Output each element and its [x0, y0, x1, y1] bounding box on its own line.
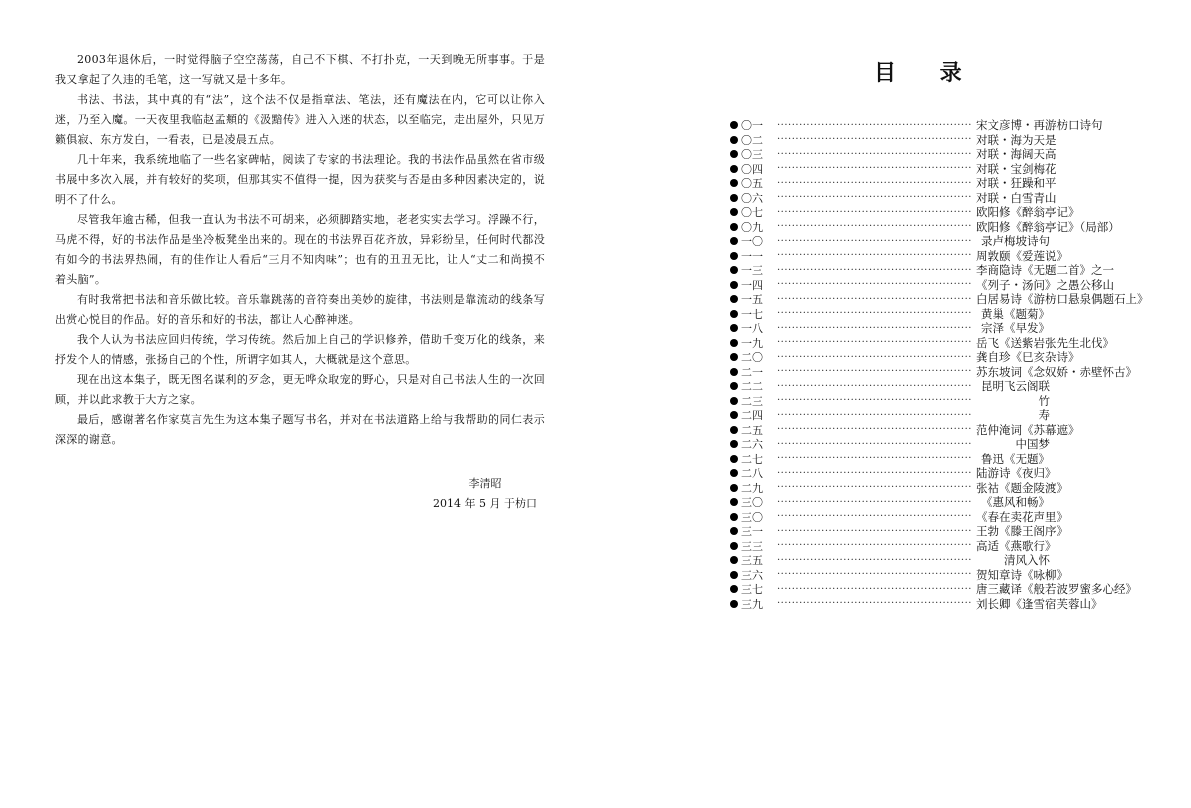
toc-entry-title: 陆游诗《夜归》 [975, 466, 1057, 481]
toc-leader-dots: ····················································· [777, 134, 972, 146]
toc-entry-title: 岳飞《送紫岩张先生北伐》 [975, 335, 1114, 350]
toc-entry [730, 480, 1068, 496]
toc-entry-title: 唐三藏译《般若波罗蜜多心经》 [975, 582, 1137, 597]
toc-leader-dots: ····················································· [777, 496, 972, 508]
toc-entry [730, 364, 1137, 380]
toc-entry-title: 范仲淹词《苏幕遮》 [975, 422, 1080, 437]
toc-leader-dots: ····················································· [777, 366, 972, 378]
toc-entry-number: 三六 [741, 568, 763, 582]
toc-leader-dots: ····················································· [777, 453, 972, 465]
bullet-icon [730, 208, 738, 216]
toc-entry-title: 竹 [1038, 393, 1050, 408]
preface-paragraph: 有时我常把书法和音乐做比较。音乐靠跳荡的音符奏出美妙的旋律，书法则是靠流动的线条写出赏心悦目的作品。好的音乐和好的书法，都让人心醉神迷。 [55, 293, 545, 326]
toc-entry [730, 350, 1080, 365]
toc-title: 目 录 [874, 60, 980, 86]
bullet-icon [730, 426, 738, 434]
toc-entry-title: 对联・海阔天高 [975, 147, 1057, 162]
toc-leader-dots: ····················································· [777, 569, 972, 581]
toc-leader-dots: ····················································· [777, 308, 972, 320]
toc-leader-dots: ····················································· [777, 192, 972, 204]
toc-leader-dots: ····················································· [777, 235, 972, 247]
toc-list [730, 118, 1149, 611]
toc-entry-number: 一四 [741, 278, 763, 292]
toc-entry [730, 567, 1068, 583]
toc-entry-number: 三〇 [741, 496, 763, 510]
toc-entry-number: 二三 [741, 394, 763, 408]
toc-leader-dots: ····················································· [777, 206, 972, 218]
toc-entry [730, 190, 1057, 206]
toc-entry-title: 鲁迅《无题》 [981, 451, 1050, 466]
toc-entry [730, 292, 1149, 307]
toc-entry [730, 553, 1050, 568]
bullet-icon [730, 411, 738, 419]
toc-entry [730, 132, 1057, 148]
toc-entry-title: 中国梦 [1015, 437, 1050, 452]
toc-entry [730, 466, 1057, 481]
toc-entry-number: 三〇 [741, 510, 763, 524]
bullet-icon [730, 498, 738, 506]
toc-entry-number: 〇九 [741, 220, 763, 234]
toc-entry [730, 379, 1050, 394]
toc-entry-title: 录卢梅坡诗句 [981, 234, 1050, 249]
bullet-icon [730, 295, 738, 303]
toc-entry [730, 321, 1050, 336]
toc-entry [730, 263, 1114, 278]
bullet-icon [730, 455, 738, 463]
toc-entry-title: 昆明飞云阁联 [981, 379, 1050, 394]
bullet-icon [730, 310, 738, 318]
toc-entry-title: 欧阳修《醉翁亭记》（局部） [975, 219, 1120, 234]
preface [55, 50, 545, 450]
toc-entry [730, 277, 1114, 293]
bullet-icon [730, 136, 738, 144]
toc-leader-dots: ····················································· [777, 438, 972, 450]
toc-leader-dots: ····················································· [777, 380, 972, 392]
toc-entry-title: 周敦颐《爱莲说》 [975, 248, 1068, 263]
toc-entry-number: 二二 [741, 380, 763, 394]
toc-entry-title: 李商隐诗《无题二首》之一 [975, 263, 1114, 278]
toc-entry-number: 三五 [741, 554, 763, 568]
toc-entry-number: 一一 [741, 249, 763, 263]
toc-entry-number: 一〇 [741, 235, 763, 249]
toc-entry-number: 〇三 [741, 148, 763, 162]
toc-entry-number: 一八 [741, 322, 763, 336]
bullet-icon [730, 397, 738, 405]
toc-leader-dots: ····················································· [777, 293, 972, 305]
toc-entry-number: 一五 [741, 293, 763, 307]
toc-entry-number: 〇二 [741, 133, 763, 147]
toc-entry [730, 437, 1050, 452]
toc-entry [730, 248, 1068, 264]
toc-entry-number: 〇五 [741, 177, 763, 191]
toc-leader-dots: ····················································· [777, 424, 972, 436]
toc-entry-number: 二六 [741, 438, 763, 452]
toc-entry-number: 一三 [741, 264, 763, 278]
author-name: 李清昭 [468, 477, 502, 490]
toc-entry-number: 二四 [741, 409, 763, 423]
toc-entry [730, 452, 1050, 467]
preface-paragraph: 现在出这本集子，既无图名谋利的歹念，更无哗众取宠的野心，只是对自己书法人生的一次回顾，并以此求教于大方之家。 [55, 373, 545, 406]
bullet-icon [730, 339, 738, 347]
bullet-icon [730, 324, 738, 332]
toc-leader-dots: ····················································· [777, 119, 972, 131]
toc-entry-number: 一九 [741, 336, 763, 350]
bullet-icon [730, 194, 738, 202]
toc-entry-title: 白居易诗《游枋口悬泉偶题石上》 [975, 292, 1149, 307]
toc-entry-title: 寿 [1038, 408, 1050, 423]
toc-entry [730, 408, 1050, 423]
preface-paragraph: 书法、书法，其中真的有“法”，这个法不仅是指章法、笔法，还有魔法在内，它可以让你入迷，乃至入魔。一天夜里我临赵孟頫的《汲黯传》进入入迷的状态，以至临完，走出屋外，只见万籁俱寂、东方发白，一看表，已是凌晨五点。 [55, 93, 545, 146]
toc-entry [730, 596, 1103, 612]
toc-entry-title: 欧阳修《醉翁亭记》 [975, 205, 1080, 220]
bullet-icon [730, 266, 738, 274]
toc-entry [730, 422, 1080, 438]
toc-leader-dots: ····················································· [777, 264, 972, 276]
toc-entry-number: 三一 [741, 525, 763, 539]
toc-entry-number: 〇一 [741, 119, 763, 133]
toc-entry-number: 〇四 [741, 162, 763, 176]
toc-entry [730, 538, 1057, 554]
toc-leader-dots: ····················································· [777, 322, 972, 334]
toc-entry-title: 贺知章诗《咏柳》 [975, 567, 1068, 582]
toc-entry-title: 《惠风和畅》 [981, 495, 1050, 510]
toc-entry-title: 《春在卖花声里》 [975, 509, 1068, 524]
toc-entry-number: 〇七 [741, 206, 763, 220]
toc-entry-title: 刘长卿《逢雪宿芙蓉山》 [975, 596, 1103, 611]
toc-entry [730, 524, 1068, 539]
toc-entry-number: 一七 [741, 307, 763, 321]
toc-leader-dots: ····················································· [777, 598, 972, 610]
toc-leader-dots: ····················································· [777, 409, 972, 421]
bullet-icon [730, 571, 738, 579]
toc-entry-title: 宋文彦博・再游枋口诗句 [975, 118, 1103, 133]
toc-leader-dots: ····················································· [777, 395, 972, 407]
toc-leader-dots: ····················································· [777, 525, 972, 537]
toc-entry-number: 三七 [741, 583, 763, 597]
toc-entry-number: 三九 [741, 597, 763, 611]
preface-paragraph: 尽管我年逾古稀，但我一直认为书法不可胡来，必须脚踏实地，老老实实去学习。浮躁不行，马虎不得，好的书法作品是坐冷板凳坐出来的。现在的书法界百花齐放，异彩纷呈，任何时代都没有如今的书法界热闹，有的佳作让人看后“三月不知肉味”；也有的丑丑无比，让人“丈二和尚摸不着头脑”。 [55, 213, 545, 286]
bullet-icon [730, 513, 738, 521]
toc-entry [730, 234, 1050, 249]
preface-paragraph: 2003年退休后，一时觉得脑子空空荡荡，自己不下棋、不打扑克，一天到晚无所事事。于是我又拿起了久违的毛笔，这一写就又是十多年。 [55, 53, 545, 86]
toc-entry-title: 清风入怀 [1004, 553, 1050, 568]
toc-entry [730, 394, 1050, 409]
toc-entry [730, 335, 1114, 351]
bullet-icon [730, 542, 738, 550]
toc-entry [730, 147, 1057, 162]
toc-entry-title: 对联・狂躁和平 [975, 176, 1057, 191]
toc-leader-dots: ····················································· [777, 279, 972, 291]
toc-entry-title: 苏东坡词《念奴娇・赤壁怀古》 [975, 364, 1137, 379]
toc-entry [730, 161, 1057, 177]
toc-leader-dots: ····················································· [777, 250, 972, 262]
bullet-icon [730, 585, 738, 593]
preface-paragraph: 最后，感谢著名作家莫言先生为这本集子题写书名，并对在书法道路上给与我帮助的同仁表示深深的谢意。 [55, 413, 545, 446]
toc-entry-number: 三三 [741, 539, 763, 553]
toc-entry-title: 对联・宝剑梅花 [975, 161, 1057, 176]
toc-entry [730, 205, 1080, 220]
bullet-icon [730, 484, 738, 492]
toc-entry [730, 495, 1050, 510]
toc-entry [730, 219, 1120, 235]
bullet-icon [730, 600, 738, 608]
toc-entry [730, 118, 1103, 133]
toc-leader-dots: ····················································· [777, 163, 972, 175]
toc-entry-number: 二〇 [741, 351, 763, 365]
toc-leader-dots: ····················································· [777, 540, 972, 552]
bullet-icon [730, 382, 738, 390]
toc-leader-dots: ····················································· [777, 467, 972, 479]
bullet-icon [730, 252, 738, 260]
toc-entry-title: 对联・海为天是 [975, 132, 1057, 147]
toc-entry-number: 二九 [741, 481, 763, 495]
bullet-icon [730, 121, 738, 129]
toc-entry-number: 二五 [741, 423, 763, 437]
toc-entry-title: 对联・白雪青山 [975, 190, 1057, 205]
bullet-icon [730, 165, 738, 173]
toc-entry-title: 龚自珍《巳亥杂诗》 [975, 350, 1080, 365]
bullet-icon [730, 150, 738, 158]
signature-date: 2014 年 5 月 于枋口 [433, 497, 537, 510]
toc-entry-title: 王勃《滕王阁序》 [975, 524, 1068, 539]
preface-paragraph: 几十年来，我系统地临了一些名家碑帖，阅读了专家的书法理论。我的书法作品虽然在省市级书展中多次入展，并有较好的奖项，但那其实不值得一提，因为获奖与否是由多种因素决定的，说明不了什么。 [55, 153, 545, 206]
toc-leader-dots: ····················································· [777, 351, 972, 363]
toc-entry [730, 307, 1050, 322]
toc-entry [730, 582, 1137, 597]
toc-entry [730, 509, 1068, 525]
toc-leader-dots: ····················································· [777, 177, 972, 189]
bullet-icon [730, 440, 738, 448]
bullet-icon [730, 469, 738, 477]
preface-paragraph: 我个人认为书法应回归传统，学习传统。然后加上自己的学识修养，借助千变万化的线条，来抒发个人的情感，张扬自己的个性，所谓字如其人，大概就是这个意思。 [55, 333, 545, 366]
bullet-icon [730, 368, 738, 376]
toc-leader-dots: ····················································· [777, 337, 972, 349]
bullet-icon [730, 556, 738, 564]
toc-leader-dots: ····················································· [777, 554, 972, 566]
signature-block [430, 474, 540, 514]
toc-entry-title: 《列子・汤问》之愚公移山 [975, 277, 1114, 292]
toc-entry-number: 二七 [741, 452, 763, 466]
bullet-icon [730, 527, 738, 535]
bullet-icon [730, 237, 738, 245]
toc-entry-title: 张祜《题金陵渡》 [975, 480, 1068, 495]
toc-entry-title: 黄巢《题菊》 [981, 306, 1050, 321]
toc-leader-dots: ····················································· [777, 148, 972, 160]
toc-entry-number: 二一 [741, 365, 763, 379]
bullet-icon [730, 223, 738, 231]
bullet-icon [730, 179, 738, 187]
toc-entry-number: 二八 [741, 467, 763, 481]
toc-leader-dots: ····················································· [777, 511, 972, 523]
toc-leader-dots: ····················································· [777, 221, 972, 233]
bullet-icon [730, 353, 738, 361]
toc-leader-dots: ····················································· [777, 583, 972, 595]
bullet-icon [730, 281, 738, 289]
toc-leader-dots: ····················································· [777, 482, 972, 494]
toc-entry-number: 〇六 [741, 191, 763, 205]
toc-entry [730, 176, 1057, 191]
toc-entry-title: 高适《燕歌行》 [975, 538, 1057, 553]
toc-entry-title: 宗泽《早发》 [981, 321, 1050, 336]
